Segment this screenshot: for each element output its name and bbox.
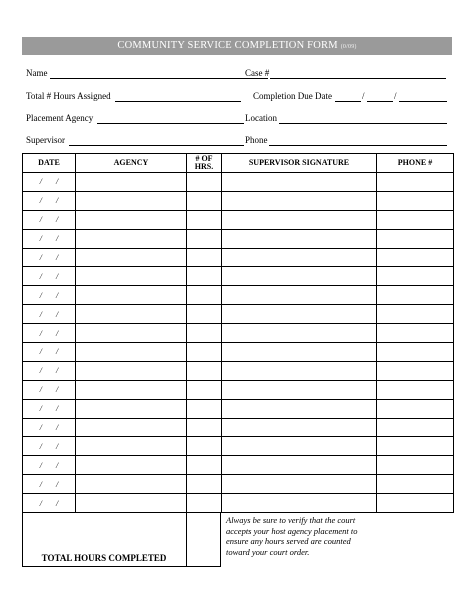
signature-cell[interactable] — [222, 456, 377, 475]
table-row — [23, 248, 454, 267]
signature-cell[interactable] — [222, 475, 377, 494]
signature-cell[interactable] — [222, 286, 377, 305]
date-placeholder: / / — [39, 215, 59, 225]
agency-cell[interactable] — [76, 248, 187, 267]
date-cell[interactable] — [23, 229, 76, 248]
location-line[interactable] — [279, 113, 447, 124]
agency-cell[interactable] — [76, 456, 187, 475]
agency-cell[interactable] — [76, 380, 187, 399]
table-row — [23, 380, 454, 399]
phone-cell[interactable] — [377, 475, 454, 494]
service-log-table — [22, 153, 454, 513]
location-label: Location — [245, 113, 277, 123]
date-placeholder: / / — [39, 366, 59, 376]
date-cell[interactable] — [23, 437, 76, 456]
hours-cell[interactable] — [187, 494, 222, 513]
signature-cell[interactable] — [222, 305, 377, 324]
header-hours — [187, 154, 222, 173]
date-placeholder: / / — [39, 309, 59, 319]
header-phone: PHONE # — [377, 154, 454, 173]
due-date-month-line[interactable] — [335, 91, 361, 102]
date-cell[interactable] — [23, 267, 76, 286]
date-placeholder: / / — [39, 290, 59, 300]
hours-cell[interactable] — [187, 399, 222, 418]
date-cell[interactable] — [23, 343, 76, 362]
signature-cell[interactable] — [222, 437, 377, 456]
date-cell[interactable] — [23, 173, 76, 192]
table-row — [23, 361, 454, 380]
date-placeholder: / / — [39, 460, 59, 470]
hours-cell[interactable] — [187, 248, 222, 267]
date-cell[interactable] — [23, 286, 76, 305]
table-row — [23, 173, 454, 192]
date-cell[interactable] — [23, 380, 76, 399]
date-cell[interactable] — [23, 210, 76, 229]
due-date-day-line[interactable] — [367, 91, 393, 102]
verification-note: Always be sure to verify that the court accepts your host agency placement to ensure any hours served are counted toward your court order. — [226, 515, 358, 557]
table-row — [23, 229, 454, 248]
date-cell[interactable] — [23, 418, 76, 437]
phone-cell[interactable] — [377, 456, 454, 475]
hours-cell[interactable] — [187, 475, 222, 494]
signature-cell[interactable] — [222, 418, 377, 437]
field-row-agency — [26, 113, 450, 127]
table-row — [23, 494, 454, 513]
hours-cell[interactable] — [187, 324, 222, 343]
date-cell[interactable] — [23, 305, 76, 324]
signature-cell[interactable] — [222, 173, 377, 192]
due-date-sep-2: / — [394, 91, 397, 101]
signature-cell[interactable] — [222, 494, 377, 513]
date-placeholder: / / — [39, 404, 59, 414]
date-cell[interactable] — [23, 324, 76, 343]
field-row-name — [26, 68, 450, 82]
date-cell[interactable] — [23, 361, 76, 380]
agency-cell[interactable] — [76, 343, 187, 362]
date-placeholder: / / — [39, 196, 59, 206]
signature-cell[interactable] — [222, 248, 377, 267]
hours-cell[interactable] — [187, 267, 222, 286]
date-cell[interactable] — [23, 456, 76, 475]
hours-cell[interactable] — [187, 418, 222, 437]
phone-cell[interactable] — [377, 399, 454, 418]
total-hours-label: TOTAL HOURS COMPLETED — [41, 553, 167, 563]
hours-cell[interactable] — [187, 456, 222, 475]
agency-cell[interactable] — [76, 286, 187, 305]
date-placeholder: / / — [39, 177, 59, 187]
supervisor-line[interactable] — [69, 135, 244, 146]
date-placeholder: / / — [39, 423, 59, 433]
hours-cell[interactable] — [187, 437, 222, 456]
hours-cell[interactable] — [187, 380, 222, 399]
header-signature: SUPERVISOR SIGNATURE — [222, 154, 377, 173]
header-hours-line2: HRS. — [194, 162, 214, 171]
signature-cell[interactable] — [222, 380, 377, 399]
name-line[interactable] — [50, 68, 268, 79]
agency-cell[interactable] — [76, 173, 187, 192]
agency-cell[interactable] — [76, 437, 187, 456]
table-row — [23, 305, 454, 324]
hours-assigned-label: Total # Hours Assigned — [26, 91, 111, 101]
signature-cell[interactable] — [222, 191, 377, 210]
hours-cell[interactable] — [187, 343, 222, 362]
agency-cell[interactable] — [76, 361, 187, 380]
agency-cell[interactable] — [76, 229, 187, 248]
date-placeholder: / / — [39, 441, 59, 451]
signature-cell[interactable] — [222, 399, 377, 418]
total-hours-divider — [186, 513, 187, 567]
form-title: COMMUNITY SERVICE COMPLETION FORM — [117, 40, 338, 51]
phone-label: Phone — [245, 135, 268, 145]
agency-cell[interactable] — [76, 305, 187, 324]
agency-cell[interactable] — [76, 418, 187, 437]
phone-cell[interactable] — [377, 210, 454, 229]
table-row — [23, 418, 454, 437]
date-placeholder: / / — [39, 498, 59, 508]
hours-cell[interactable] — [187, 305, 222, 324]
placement-agency-label: Placement Agency — [26, 113, 94, 123]
field-row-supervisor — [26, 135, 450, 149]
agency-cell[interactable] — [76, 494, 187, 513]
agency-cell[interactable] — [76, 267, 187, 286]
signature-cell[interactable] — [222, 343, 377, 362]
hours-cell[interactable] — [187, 361, 222, 380]
table-row — [23, 475, 454, 494]
placement-agency-line[interactable] — [97, 113, 244, 124]
phone-cell[interactable] — [377, 343, 454, 362]
phone-cell[interactable] — [377, 173, 454, 192]
agency-cell[interactable] — [76, 210, 187, 229]
phone-cell[interactable] — [377, 494, 454, 513]
due-date-year-line[interactable] — [399, 91, 447, 102]
hours-assigned-line[interactable] — [115, 91, 241, 102]
table-row — [23, 437, 454, 456]
phone-cell[interactable] — [377, 305, 454, 324]
table-row — [23, 456, 454, 475]
date-placeholder: / / — [39, 253, 59, 262]
date-cell[interactable] — [23, 191, 76, 210]
date-cell[interactable] — [23, 248, 76, 267]
phone-cell[interactable] — [377, 361, 454, 380]
agency-cell[interactable] — [76, 324, 187, 343]
phone-cell[interactable] — [377, 437, 454, 456]
header-date: DATE — [23, 154, 76, 173]
agency-cell[interactable] — [76, 191, 187, 210]
agency-cell[interactable] — [76, 475, 187, 494]
form-title-bar — [22, 37, 452, 55]
date-placeholder: / / — [39, 385, 59, 395]
date-placeholder: / / — [39, 347, 59, 357]
due-date-label: Completion Due Date — [253, 91, 332, 101]
phone-cell[interactable] — [377, 380, 454, 399]
hours-cell[interactable] — [187, 229, 222, 248]
agency-cell[interactable] — [76, 399, 187, 418]
table-row — [23, 343, 454, 362]
case-label: Case # — [245, 68, 270, 78]
table-header-row — [23, 154, 454, 173]
phone-cell[interactable] — [377, 229, 454, 248]
hours-cell[interactable] — [187, 286, 222, 305]
phone-cell[interactable] — [377, 248, 454, 267]
table-row — [23, 286, 454, 305]
header-hours-line1: # OF — [195, 154, 213, 163]
date-placeholder: / / — [39, 271, 59, 281]
table-row — [23, 399, 454, 418]
phone-cell[interactable] — [377, 286, 454, 305]
due-date-sep-1: / — [362, 91, 365, 101]
form-code: (0/09) — [340, 44, 357, 50]
phone-cell[interactable] — [377, 191, 454, 210]
signature-cell[interactable] — [222, 267, 377, 286]
date-placeholder: / / — [39, 479, 59, 489]
date-cell[interactable] — [23, 494, 76, 513]
signature-cell[interactable] — [222, 229, 377, 248]
phone-line[interactable] — [269, 135, 447, 146]
signature-cell[interactable] — [222, 361, 377, 380]
hours-cell[interactable] — [187, 191, 222, 210]
case-line[interactable] — [270, 68, 446, 79]
date-cell[interactable] — [23, 475, 76, 494]
field-row-hours — [26, 91, 450, 105]
header-agency: AGENCY — [76, 154, 187, 173]
name-label: Name — [26, 68, 48, 78]
date-placeholder: / / — [39, 328, 59, 338]
date-placeholder: / / — [39, 234, 59, 244]
supervisor-label: Supervisor — [26, 135, 65, 145]
table-row — [23, 191, 454, 210]
date-cell[interactable] — [23, 399, 76, 418]
hours-cell[interactable] — [187, 173, 222, 192]
table-row — [23, 267, 454, 286]
signature-cell[interactable] — [222, 210, 377, 229]
phone-cell[interactable] — [377, 324, 454, 343]
phone-cell[interactable] — [377, 418, 454, 437]
signature-cell[interactable] — [222, 324, 377, 343]
phone-cell[interactable] — [377, 267, 454, 286]
table-row — [23, 324, 454, 343]
hours-cell[interactable] — [187, 210, 222, 229]
table-row — [23, 210, 454, 229]
